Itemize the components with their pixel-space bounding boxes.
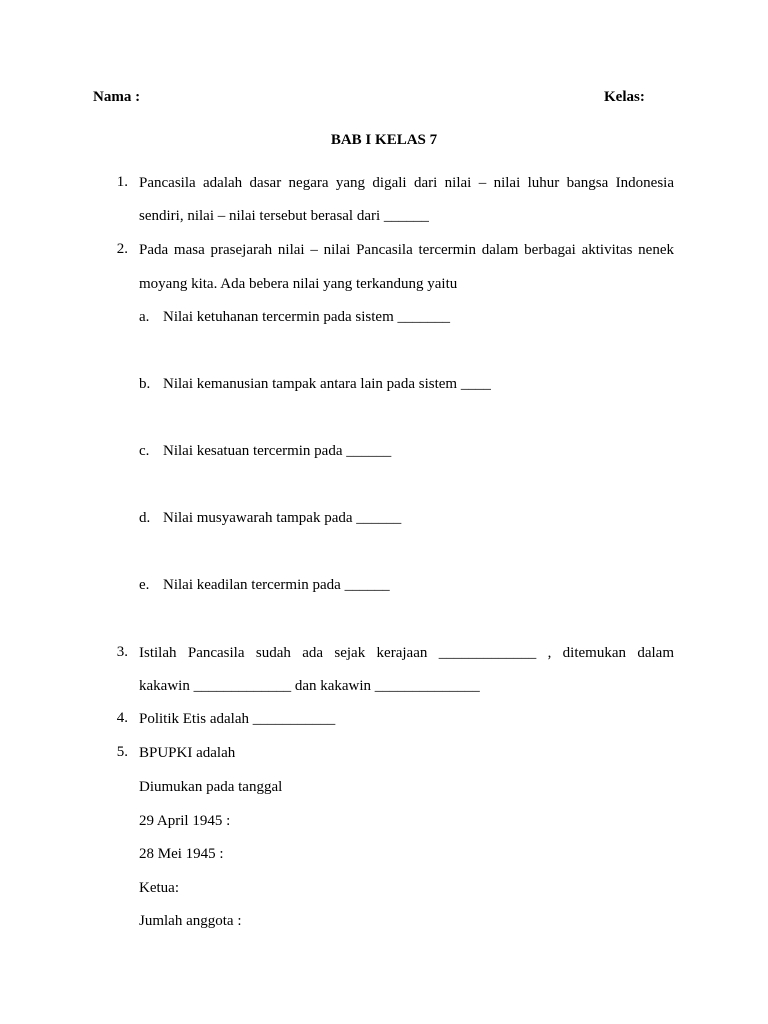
question-number: 1. [116,174,128,190]
detail-line: 29 April 1945 : [139,813,231,829]
question-number: 4. [116,710,128,726]
detail-line: Ketua: [139,880,179,896]
subitem-text: Nilai musyawarah tampak pada ______ [163,510,402,526]
question-text-line: moyang kita. Ada bebera nilai yang terkandung yaitu [139,276,458,292]
question-text-line: Politik Etis adalah ___________ [139,711,336,727]
subitem-letter: c. [139,443,150,459]
subitem-letter: d. [139,510,151,526]
question-text-line: Pancasila adalah dasar negara yang digali dari nilai – nilai luhur bangsa Indonesia [139,175,674,191]
kelas-label: Kelas: [604,89,645,105]
nama-label: Nama : [93,89,141,105]
detail-line: Jumlah anggota : [139,913,242,929]
subitem-text: Nilai ketuhanan tercermin pada sistem _______ [163,309,450,325]
subitem-letter: e. [139,577,150,593]
detail-line: 28 Mei 1945 : [139,846,224,862]
detail-line: Diumukan pada tanggal [139,779,283,795]
subitem-text: Nilai kesatuan tercermin pada ______ [163,443,392,459]
subitem-text: Nilai kemanusian tampak antara lain pada sistem ____ [163,376,491,392]
question-text-line: sendiri, nilai – nilai tersebut berasal dari ______ [139,208,429,224]
question-number: 5. [116,744,128,760]
question-text-line: BPUPKI adalah [139,745,236,761]
question-text-line: Istilah Pancasila sudah ada sejak kerajaan _____________ , ditemukan dalam [139,645,674,661]
question-number: 3. [116,644,128,660]
subitem-text: Nilai keadilan tercermin pada ______ [163,577,390,593]
question-number: 2. [116,241,128,257]
page-title: BAB I KELAS 7 [330,132,438,148]
subitem-letter: a. [139,309,150,325]
subitem-letter: b. [139,376,151,392]
question-text-line: Pada masa prasejarah nilai – nilai Pancasila tercermin dalam berbagai aktivitas nenek [139,242,674,258]
question-text-line: kakawin _____________ dan kakawin ______________ [139,678,480,694]
